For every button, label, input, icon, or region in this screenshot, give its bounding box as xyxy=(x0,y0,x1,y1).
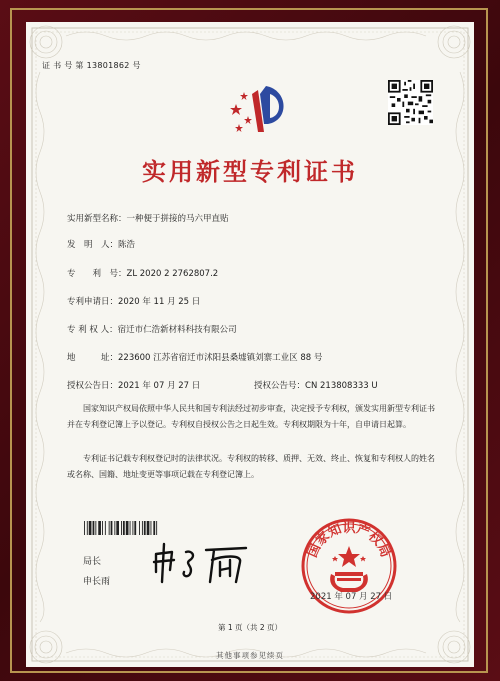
qr-code xyxy=(388,80,433,125)
filing-date-row xyxy=(67,295,200,307)
barcode-bar xyxy=(102,521,103,535)
patentee-label: 专 利 权 人： xyxy=(67,325,118,335)
barcode-bar xyxy=(93,521,95,535)
inventor-row xyxy=(67,238,135,250)
barcode-bar xyxy=(151,521,152,535)
utility-model-name-row xyxy=(67,212,229,224)
barcode-bar xyxy=(87,521,88,535)
certificate-number: 证 书 号 第 13801862 号 xyxy=(42,61,141,70)
address-label: 地 址： xyxy=(67,353,119,363)
barcode-bar xyxy=(109,521,110,535)
grant-date-value: 2021 年 07 月 27 日 xyxy=(118,381,201,391)
continuation-note: 其他事项参见续页 xyxy=(216,651,284,660)
barcode-bar xyxy=(153,521,155,535)
grant-number-value: CN 213808333 U xyxy=(305,381,378,391)
address-row xyxy=(67,351,322,363)
barcode-bar xyxy=(116,521,119,535)
patentee-row xyxy=(67,323,237,335)
barcode-bar xyxy=(111,521,113,535)
inventor-value: 陈浩 xyxy=(118,240,136,250)
utility-model-name-value: 一种便于拼接的马六甲直贴 xyxy=(126,214,229,224)
page-number: 第 1 页（共 2 页） xyxy=(217,623,283,632)
barcode-bar xyxy=(114,521,115,535)
barcode-bar xyxy=(98,521,101,535)
cnipa-logo xyxy=(228,80,294,140)
barcode xyxy=(84,521,229,535)
barcode-bar xyxy=(89,521,92,535)
barcode-bar xyxy=(134,521,136,535)
grant-number-label: 授权公告号： xyxy=(254,381,306,391)
utility-model-name-label: 实用新型名称： xyxy=(67,214,127,224)
inventor-label: 发 明 人： xyxy=(67,240,119,250)
barcode-bar xyxy=(126,521,129,535)
seal-text: 国家知识产权局 xyxy=(305,521,393,560)
barcode-bar xyxy=(121,521,122,535)
certificate-title: 实用新型专利证书 xyxy=(142,157,358,186)
barcode-bar xyxy=(139,521,140,535)
director-title: 局长 xyxy=(83,557,102,567)
barcode-bar xyxy=(105,521,106,535)
barcode-bar xyxy=(142,521,143,535)
patent-number-row xyxy=(67,267,218,279)
grant-paragraph: 国家知识产权局依照中华人民共和国专利法经过初步审查，决定授予专利权，颁发实用新型专利证书并在专利登记簿上予以登记。专利权自授权公告之日起生效。专利权期限为十年，自申请日起算。 xyxy=(67,404,435,429)
filing-date-value: 2020 年 11 月 25 日 xyxy=(118,297,201,307)
filing-date-label: 专利申请日： xyxy=(67,297,119,307)
grant-date-row xyxy=(67,379,200,391)
grant-number-row xyxy=(254,379,378,391)
barcode-bar xyxy=(156,521,157,535)
barcode-bar xyxy=(147,521,150,535)
barcode-bar xyxy=(144,521,146,535)
barcode-bar xyxy=(95,521,96,535)
barcode-bar xyxy=(84,521,85,535)
seal-date: 2021 年 07 月 27 日 xyxy=(310,592,393,602)
barcode-bar xyxy=(123,521,125,535)
patent-number-value: ZL 2020 2 2762807.2 xyxy=(126,269,219,279)
director-signature xyxy=(150,542,260,586)
grant-date-label: 授权公告日： xyxy=(67,381,119,391)
address-value: 223600 江苏省宿迁市沭阳县桑墟镇刘寨工业区 88 号 xyxy=(118,353,323,363)
patentee-value: 宿迁市仁浩新材料科技有限公司 xyxy=(117,325,237,335)
barcode-bar xyxy=(132,521,133,535)
director-name: 申长雨 xyxy=(83,577,111,587)
patent-number-label: 专 利 号： xyxy=(67,269,127,279)
legal-status-paragraph: 专利证书记载专利权登记时的法律状况。专利权的转移、质押、无效、终止、恢复和专利权人的姓名或名称、国籍、地址变更等事项记载在专利登记簿上。 xyxy=(67,454,435,479)
barcode-bar xyxy=(130,521,131,535)
